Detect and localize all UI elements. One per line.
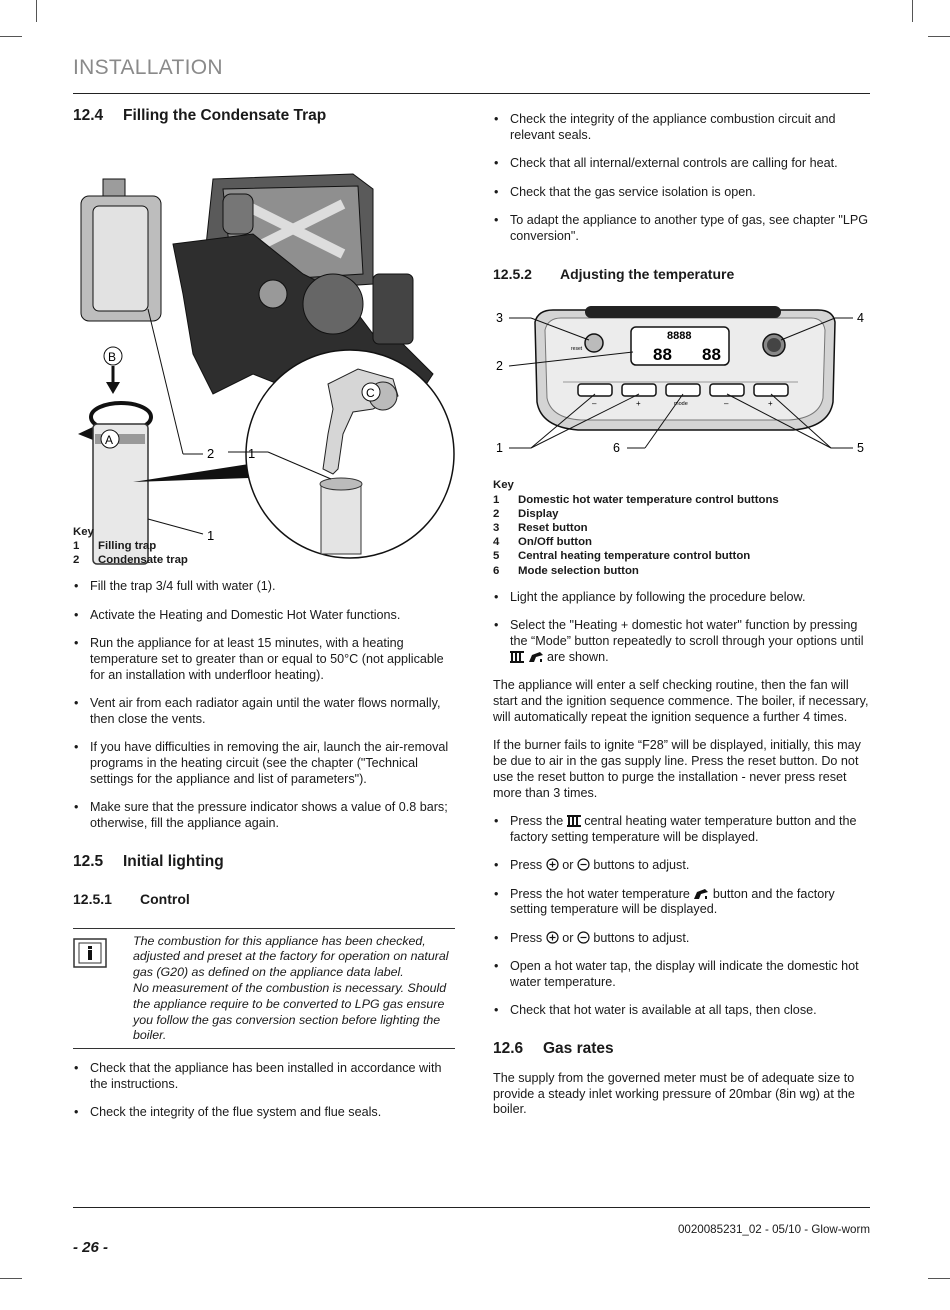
crop-mark — [0, 36, 22, 37]
display-left-digits: 88 — [653, 345, 672, 365]
minus-circle-icon — [577, 931, 590, 944]
steps-12-5-2-a — [493, 590, 871, 666]
steps-12-4 — [73, 579, 455, 832]
plus-circle-icon — [546, 858, 559, 871]
list-item: • Activate the Heating and Domestic Hot Water functions. — [73, 608, 455, 624]
paragraph: If the burner fails to ignite “F28” will be displayed, initially, this may be due to air in the gas supply line. Press the reset button. Do not use the reset button to purge the installation - never press reset more than 3 times. — [493, 738, 861, 800]
callout-6: 6 — [613, 441, 620, 456]
ch-plus-label: + — [768, 399, 773, 409]
list-item: • Check that the gas service isolation is open. — [493, 185, 871, 201]
list-item: • Light the appliance by following the procedure below. — [493, 590, 871, 606]
label-b: B — [108, 349, 117, 364]
list-item: • Check the integrity of the appliance combustion circuit and relevant seals. — [493, 112, 871, 144]
list-item: • If you have difficulties in removing the air, launch the air-removal programs in the heating circuit (see the chapter ("Technical settings for the appliance and list of parameters"). — [73, 740, 455, 787]
key-row: 3 Reset button — [493, 521, 588, 534]
reset-label: reset — [571, 346, 583, 353]
steps-12-5-1 — [73, 1061, 455, 1121]
dhw-plus-label: + — [636, 399, 641, 409]
footer-doc-ref: 0020085231_02 - 05/10 - Glow-worm — [677, 1223, 870, 1236]
list-item: • Press or buttons to adjust. — [493, 858, 871, 874]
list-item: • Select the "Heating + domestic hot water" function by pressing the “Mode” button repeatedly to scroll through your options until are shown. — [493, 618, 871, 665]
callout-3: 3 — [496, 311, 503, 326]
ch-minus-label: – — [724, 399, 729, 409]
label-1-trap: 1 — [207, 527, 215, 543]
paragraph: The appliance will enter a self checking routine, then the fan will start and the ignition sequence commence. The boiler, if necessary, will automatically repeat the ignition sequence a further 4 times. — [493, 678, 869, 724]
heading-12-5: 12.5 Initial lighting — [73, 852, 224, 870]
footer-rule — [73, 1207, 870, 1208]
paragraph: The supply from the governed meter must be of adequate size to provide a steady inlet working pressure of 20mbar (8in wg) at the boiler. — [493, 1070, 855, 1117]
info-icon — [73, 938, 107, 968]
note-text: No measurement of the combustion is necessary. Should the appliance require to be converted to LPG gas ensure you follow the gas conversion section before lighting the boiler. — [133, 980, 447, 1043]
key-row: 1 Filling trap — [73, 540, 157, 552]
control-panel-figure — [493, 302, 871, 472]
list-item: • Check the integrity of the flue system and flue seals. — [73, 1105, 455, 1121]
key-12-5-2 — [493, 478, 871, 577]
key-title: Key — [493, 479, 514, 492]
heading-12-6: 12.6 Gas rates — [493, 1040, 614, 1058]
dhw-minus-label: – — [592, 399, 597, 409]
callout-1: 1 — [496, 441, 503, 456]
key-row: 1 Domestic hot water temperature control buttons — [493, 493, 779, 506]
list-item: • Run the appliance for at least 15 minutes, with a heating temperature set to greater than or equal to 50°C (not applicable for an installation with underfloor heating). — [73, 636, 455, 683]
key-row: 6 Mode selection button — [493, 564, 639, 577]
list-item: • Press the hot water temperature button and the factory setting temperature will be displayed. — [493, 887, 871, 919]
key-title: Key — [73, 525, 94, 538]
heading-12-5-1: 12.5.1 Control — [73, 890, 190, 907]
key-row: 4 On/Off button — [493, 536, 593, 549]
right-column — [493, 108, 871, 1131]
list-item: • Press or buttons to adjust. — [493, 931, 871, 947]
label-2: 2 — [207, 445, 215, 461]
display-right-digits: 88 — [702, 345, 721, 365]
key-row: 2 Display — [493, 507, 559, 520]
list-item: • Fill the trap 3/4 full with water (1). — [73, 579, 455, 595]
callout-4: 4 — [857, 311, 864, 326]
list-item: • Check that the appliance has been installed in accordance with the instructions. — [73, 1061, 455, 1093]
heading-12-5-2: 12.5.2 Adjusting the temperature — [493, 265, 735, 282]
radiator-icon — [510, 651, 524, 663]
header-rule — [73, 93, 870, 94]
left-column — [73, 108, 455, 1134]
list-item: • Vent air from each radiator again until the water flows normally, then close the vents. — [73, 696, 455, 728]
list-item: • Press the central heating water temperature button and the factory setting temperature will be displayed. — [493, 814, 871, 846]
mode-label: mode — [674, 401, 688, 408]
display-top-digits: 8888 — [667, 330, 692, 343]
note-text: The combustion for this appliance has been checked, adjusted and preset at the factory for operation on natural gas (G20) as defined on the appliance data label. — [133, 933, 449, 980]
hot-water-tap-icon — [693, 888, 709, 900]
info-note — [73, 928, 455, 1050]
list-item: • Open a hot water tap, the display will indicate the domestic hot water temperature. — [493, 959, 871, 991]
crop-mark — [928, 1278, 950, 1279]
label-c: C — [366, 385, 375, 400]
list-item: • Check that hot water is available at all taps, then close. — [493, 1003, 871, 1019]
crop-mark — [928, 36, 950, 37]
radiator-icon — [567, 815, 581, 827]
heading-12-4: 12.4 Filling the Condensate Trap — [73, 107, 327, 124]
label-1-filling: 1 — [248, 445, 256, 461]
callout-5: 5 — [857, 441, 864, 456]
page-number: - 26 - — [73, 1239, 109, 1256]
list-item: • Make sure that the pressure indicator shows a value of 0.8 bars; otherwise, fill the appliance again. — [73, 800, 455, 832]
callout-2: 2 — [496, 359, 503, 374]
steps-12-5-2-b — [493, 814, 871, 1019]
crop-mark — [0, 1278, 22, 1279]
minus-circle-icon — [577, 858, 590, 871]
label-a: A — [105, 432, 114, 447]
steps-control-continued — [493, 112, 871, 245]
hot-water-tap-icon — [528, 651, 544, 663]
section-header: INSTALLATION — [73, 56, 223, 79]
key-row: 2 Condensate trap — [73, 554, 188, 567]
plus-circle-icon — [546, 931, 559, 944]
crop-mark — [36, 0, 37, 22]
list-item: • Check that all internal/external controls are calling for heat. — [493, 156, 871, 172]
list-item: • To adapt the appliance to another type of gas, see chapter "LPG conversion". — [493, 213, 871, 245]
key-row: 5 Central heating temperature control button — [493, 550, 751, 563]
crop-mark — [912, 0, 913, 22]
